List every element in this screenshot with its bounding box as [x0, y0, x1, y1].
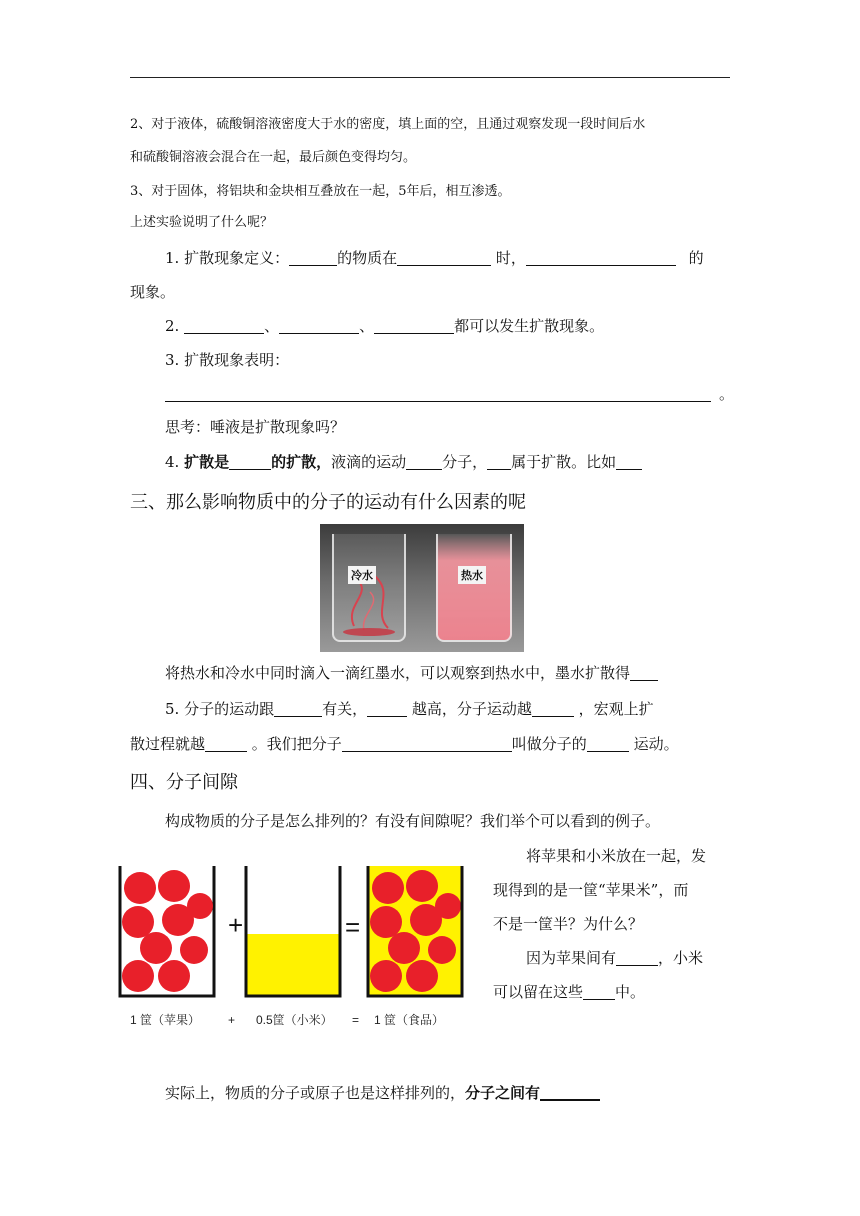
item2-states	[165, 315, 604, 336]
item2-text-b: 都可以发生扩散现象。	[454, 317, 605, 335]
blank[interactable]	[289, 250, 337, 266]
blank[interactable]	[342, 736, 512, 752]
blank[interactable]	[526, 250, 676, 266]
conclusion-line	[165, 1082, 600, 1103]
apple-millet-diagram	[112, 858, 472, 1038]
item5-text-g: 叫做分子的	[511, 735, 587, 753]
think-question: 思考：唾液是扩散现象吗？	[165, 418, 346, 436]
item5-text-a: 5. 分子的运动跟	[165, 700, 275, 718]
item3-label: 3. 扩散现象表明：	[165, 351, 290, 369]
beaker-photo	[320, 524, 524, 652]
item5-text-e: 散过程就越	[130, 735, 206, 753]
item5-text-d: ，宏观上扩	[573, 700, 654, 718]
para-liquid-line1: 2、对于液体，硫酸铜溶液密度大于水的密度，填上面的空，且通过观察发现一段时间后水	[130, 117, 646, 132]
ink-text: 将热水和冷水中同时滴入一滴红墨水，可以观察到热水中，墨水扩散得	[165, 664, 631, 682]
right-text-4a: 因为苹果间有	[526, 949, 617, 967]
blank[interactable]	[374, 318, 454, 334]
para-liquid-line2: 和硫酸铜溶液会混合在一起，最后颜色变得均匀。	[130, 150, 417, 165]
item5-text-h: 运动。	[628, 735, 679, 753]
blank[interactable]	[583, 984, 615, 1000]
cold-water-beaker	[332, 534, 406, 642]
hot-water-beaker	[436, 534, 512, 642]
cold-water-label: 冷水	[348, 566, 376, 584]
blank[interactable]	[406, 454, 442, 470]
header-rule	[130, 77, 730, 78]
para-solid: 3、对于固体，将铝块和金块相互叠放在一起，5年后，相互渗透。	[130, 184, 511, 199]
blank[interactable]	[630, 665, 658, 681]
blank[interactable]	[184, 318, 264, 334]
item4-bold-a: 扩散是	[184, 453, 230, 471]
right-text-5	[493, 981, 645, 1002]
label-equals: =	[352, 1013, 360, 1027]
food-basket	[368, 866, 462, 996]
item4-diffusion	[165, 451, 642, 472]
blank[interactable]	[487, 454, 511, 470]
equals-sign: =	[345, 912, 361, 942]
right-text-5b: 中。	[615, 983, 646, 1001]
right-text-5a: 可以留在这些	[493, 983, 584, 1001]
item5-text-b: 有关，	[322, 700, 368, 718]
blank[interactable]	[616, 454, 642, 470]
label-apples: 1 筐（苹果）	[130, 1013, 201, 1027]
ink-experiment-text	[165, 662, 658, 683]
label-food: 1 筐（食品）	[374, 1013, 445, 1027]
blank[interactable]	[587, 736, 629, 752]
right-text-3: 不是一筐半？为什么？	[493, 915, 644, 933]
item5-text-c: 越高，分子运动越	[407, 700, 532, 718]
blank[interactable]	[367, 701, 407, 717]
item4-text-f: 属于扩散。比如	[511, 453, 617, 471]
conclusion-bold: 分子之间有	[465, 1084, 541, 1102]
item4-text-d: 液滴的运动	[331, 453, 407, 471]
item1-continuation: 现象。	[130, 283, 176, 301]
item1-text-a: 1. 扩散现象定义：	[165, 249, 290, 267]
blank[interactable]	[279, 318, 359, 334]
item1-text-c: 时，	[491, 249, 526, 267]
item5-line2	[130, 733, 679, 754]
hot-water-label: 热水	[458, 566, 486, 584]
item4-text-e: 分子，	[442, 453, 488, 471]
blank[interactable]	[532, 701, 574, 717]
section-heading-4: 四、分子间隙	[130, 772, 238, 793]
conclusion-text: 实际上，物质的分子或原子也是这样排列的，	[165, 1084, 466, 1102]
item3-answer-line	[165, 383, 734, 404]
question-text: 上述实验说明了什么呢？	[130, 215, 274, 230]
item1-text-d: 的	[683, 249, 704, 267]
item1-definition	[165, 247, 704, 268]
blank[interactable]	[274, 701, 322, 717]
label-millet: 0.5筐（小米）	[256, 1013, 333, 1027]
section-heading-3: 三、那么影响物质中的分子的运动有什么因素的呢	[130, 492, 526, 513]
separator: 、	[264, 317, 280, 335]
ink-swirl-icon	[334, 534, 404, 640]
item4-text-a: 4.	[165, 453, 185, 471]
blank[interactable]	[397, 250, 491, 266]
right-text-4b: ，小米	[658, 949, 704, 967]
blank[interactable]	[540, 1084, 600, 1101]
right-text-1: 将苹果和小米放在一起，发	[526, 847, 707, 865]
apple-basket	[120, 866, 214, 996]
millet-basket	[246, 866, 340, 996]
plus-sign: +	[228, 910, 244, 940]
item2-text-a: 2.	[165, 317, 185, 335]
separator: 、	[359, 317, 375, 335]
item5-line1	[165, 698, 654, 719]
blank[interactable]	[205, 736, 247, 752]
period: 。	[719, 385, 735, 403]
blank[interactable]	[616, 950, 658, 966]
right-text-2: 现得到的是一筐“苹果米”，而	[493, 881, 689, 899]
blank[interactable]	[229, 454, 271, 470]
item4-bold-b: 的扩散，	[271, 453, 332, 471]
gap-question: 构成物质的分子是怎么排列的？有没有间隙呢？我们举个可以看到的例子。	[165, 812, 661, 830]
blank[interactable]	[165, 386, 711, 402]
item5-text-f: 。我们把分子	[247, 735, 342, 753]
label-plus: +	[228, 1013, 236, 1027]
right-text-4	[526, 947, 703, 968]
item1-text-b: 的物质在	[337, 249, 398, 267]
